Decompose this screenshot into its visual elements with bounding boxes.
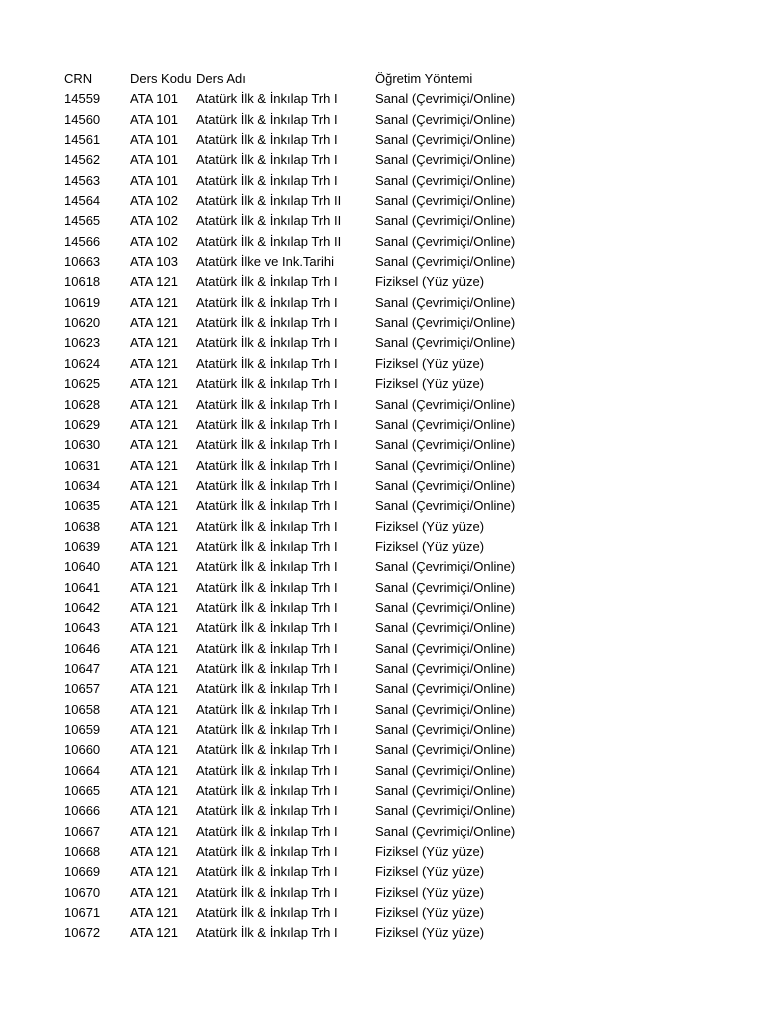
- table-row: [64, 923, 744, 943]
- cell-crn: 10663: [64, 254, 101, 270]
- cell-course-name: Atatürk İlk & İnkılap Trh I: [196, 437, 338, 453]
- cell-teaching-method: Sanal (Çevrimiçi/Online): [375, 762, 516, 778]
- cell-crn: 10630: [64, 437, 101, 453]
- cell-teaching-method: Sanal (Çevrimiçi/Online): [375, 335, 516, 351]
- table-row: [64, 354, 744, 374]
- table-row: [64, 456, 744, 476]
- cell-course-code: ATA 121: [130, 681, 178, 697]
- cell-course-code: ATA 121: [130, 294, 178, 310]
- cell-teaching-method: Sanal (Çevrimiçi/Online): [375, 193, 516, 209]
- cell-course-name: Atatürk İlk & İnkılap Trh I: [196, 620, 338, 636]
- table-row: [64, 618, 744, 638]
- cell-course-name: Atatürk İlk & İnkılap Trh I: [196, 376, 338, 392]
- cell-course-code: ATA 121: [130, 538, 178, 554]
- table-row: [64, 333, 744, 353]
- cell-course-code: ATA 121: [130, 376, 178, 392]
- cell-course-name: Atatürk İlk & İnkılap Trh I: [196, 538, 338, 554]
- cell-course-code: ATA 121: [130, 416, 178, 432]
- table-row: [64, 883, 744, 903]
- cell-course-code: ATA 121: [130, 742, 178, 758]
- cell-teaching-method: Sanal (Çevrimiçi/Online): [375, 416, 516, 432]
- cell-course-name: Atatürk İlk & İnkılap Trh I: [196, 884, 338, 900]
- table-row: [64, 801, 744, 821]
- cell-course-code: ATA 121: [130, 925, 178, 941]
- cell-course-code: ATA 121: [130, 457, 178, 473]
- cell-course-name: Atatürk İlk & İnkılap Trh II: [196, 193, 342, 209]
- cell-course-name: Atatürk İlk & İnkılap Trh I: [196, 457, 338, 473]
- cell-teaching-method: Sanal (Çevrimiçi/Online): [375, 681, 516, 697]
- table-row: [64, 150, 744, 170]
- cell-course-code: ATA 121: [130, 620, 178, 636]
- cell-teaching-method: Sanal (Çevrimiçi/Online): [375, 315, 516, 331]
- cell-crn: 14561: [64, 132, 101, 148]
- cell-crn: 14563: [64, 172, 101, 188]
- cell-course-code: ATA 121: [130, 864, 178, 880]
- cell-course-name: Atatürk İlk & İnkılap Trh I: [196, 111, 338, 127]
- cell-course-name: Atatürk İlk & İnkılap Trh I: [196, 823, 338, 839]
- cell-teaching-method: Fiziksel (Yüz yüze): [375, 538, 485, 554]
- cell-teaching-method: Fiziksel (Yüz yüze): [375, 376, 485, 392]
- cell-course-name: Atatürk İlk & İnkılap Trh I: [196, 172, 338, 188]
- cell-teaching-method: Sanal (Çevrimiçi/Online): [375, 233, 516, 249]
- cell-crn: 10670: [64, 884, 101, 900]
- cell-teaching-method: Sanal (Çevrimiçi/Online): [375, 701, 516, 717]
- cell-course-code: ATA 121: [130, 722, 178, 737]
- cell-crn: 10624: [64, 355, 101, 371]
- cell-teaching-method: Sanal (Çevrimiçi/Online): [375, 437, 516, 453]
- cell-course-name: Atatürk İlk & İnkılap Trh I: [196, 518, 338, 534]
- cell-course-code: ATA 121: [130, 660, 178, 676]
- cell-course-code: ATA 102: [130, 233, 178, 249]
- cell-course-name: Atatürk İlk & İnkılap Trh I: [196, 579, 338, 595]
- table-row: [64, 842, 744, 862]
- table-row: [64, 659, 744, 679]
- cell-crn: 10666: [64, 803, 101, 819]
- cell-course-name: Atatürk İlk & İnkılap Trh I: [196, 660, 338, 676]
- cell-crn: 10640: [64, 559, 101, 575]
- cell-course-name: Atatürk İlke ve Ink.Tarihi: [196, 254, 334, 270]
- table-row: [64, 191, 744, 211]
- cell-course-code: ATA 121: [130, 823, 178, 839]
- column-header-course-name: Ders Adı: [196, 71, 246, 86]
- cell-crn: 10631: [64, 457, 101, 473]
- cell-course-name: Atatürk İlk & İnkılap Trh I: [196, 640, 338, 656]
- column-header-course-code: Ders Kodu: [130, 71, 192, 86]
- table-header-row: [64, 69, 744, 89]
- table-row: [64, 313, 744, 333]
- cell-course-name: Atatürk İlk & İnkılap Trh I: [196, 294, 338, 310]
- table-row: [64, 822, 744, 842]
- table-row: [64, 517, 744, 537]
- cell-crn: 10665: [64, 783, 101, 799]
- cell-teaching-method: Fiziksel (Yüz yüze): [375, 864, 485, 880]
- table-row: [64, 272, 744, 292]
- table-row: [64, 781, 744, 801]
- table-row: [64, 537, 744, 557]
- cell-course-code: ATA 101: [130, 152, 178, 168]
- cell-course-code: ATA 102: [130, 213, 178, 229]
- table-row: [64, 110, 744, 130]
- table-row: [64, 89, 744, 109]
- cell-course-name: Atatürk İlk & İnkılap Trh II: [196, 213, 342, 229]
- cell-course-name: Atatürk İlk & İnkılap Trh I: [196, 416, 338, 432]
- table-row: [64, 639, 744, 659]
- cell-teaching-method: Sanal (Çevrimiçi/Online): [375, 498, 516, 514]
- cell-course-name: Atatürk İlk & İnkılap Trh I: [196, 132, 338, 148]
- cell-teaching-method: Fiziksel (Yüz yüze): [375, 844, 485, 860]
- table-row: [64, 130, 744, 150]
- cell-teaching-method: Fiziksel (Yüz yüze): [375, 518, 485, 534]
- cell-crn: 10620: [64, 315, 101, 331]
- cell-teaching-method: Sanal (Çevrimiçi/Online): [375, 579, 516, 595]
- cell-course-name: Atatürk İlk & İnkılap Trh I: [196, 355, 338, 371]
- cell-crn: 14560: [64, 111, 101, 127]
- cell-teaching-method: Fiziksel (Yüz yüze): [375, 355, 485, 371]
- cell-crn: 14559: [64, 91, 101, 107]
- table-row: [64, 740, 744, 760]
- cell-course-name: Atatürk İlk & İnkılap Trh I: [196, 477, 338, 493]
- cell-course-code: ATA 121: [130, 355, 178, 371]
- cell-teaching-method: Sanal (Çevrimiçi/Online): [375, 111, 516, 127]
- cell-crn: 10629: [64, 416, 101, 432]
- cell-course-code: ATA 121: [130, 559, 178, 575]
- table-row: [64, 374, 744, 394]
- cell-course-name: Atatürk İlk & İnkılap Trh I: [196, 91, 338, 107]
- table-body: [64, 89, 744, 943]
- cell-teaching-method: Sanal (Çevrimiçi/Online): [375, 742, 516, 758]
- cell-course-name: Atatürk İlk & İnkılap Trh I: [196, 864, 338, 880]
- cell-course-name: Atatürk İlk & İnkılap Trh I: [196, 844, 338, 860]
- cell-course-code: ATA 121: [130, 783, 178, 799]
- cell-course-code: ATA 121: [130, 599, 178, 615]
- cell-course-name: Atatürk İlk & İnkılap Trh I: [196, 722, 338, 737]
- cell-teaching-method: Fiziksel (Yüz yüze): [375, 884, 485, 900]
- cell-teaching-method: Sanal (Çevrimiçi/Online): [375, 620, 516, 636]
- cell-teaching-method: Sanal (Çevrimiçi/Online): [375, 396, 516, 412]
- cell-course-name: Atatürk İlk & İnkılap Trh I: [196, 742, 338, 758]
- cell-course-name: Atatürk İlk & İnkılap Trh I: [196, 681, 338, 697]
- table-row: [64, 395, 744, 415]
- cell-teaching-method: Sanal (Çevrimiçi/Online): [375, 660, 516, 676]
- cell-course-name: Atatürk İlk & İnkılap Trh I: [196, 315, 338, 331]
- cell-course-code: ATA 121: [130, 518, 178, 534]
- cell-crn: 10623: [64, 335, 101, 351]
- cell-crn: 10667: [64, 823, 101, 839]
- cell-teaching-method: Sanal (Çevrimiçi/Online): [375, 254, 516, 270]
- cell-course-code: ATA 121: [130, 579, 178, 595]
- cell-course-name: Atatürk İlk & İnkılap Trh I: [196, 701, 338, 717]
- table-row: [64, 557, 744, 577]
- cell-teaching-method: Sanal (Çevrimiçi/Online): [375, 294, 516, 310]
- cell-crn: 10657: [64, 681, 101, 697]
- cell-crn: 10660: [64, 742, 101, 758]
- table-row: [64, 476, 744, 496]
- cell-crn: 10625: [64, 376, 101, 392]
- table-row: [64, 496, 744, 516]
- cell-crn: 14565: [64, 213, 101, 229]
- table-row: [64, 232, 744, 252]
- cell-teaching-method: Sanal (Çevrimiçi/Online): [375, 91, 516, 107]
- table-row: [64, 578, 744, 598]
- cell-course-code: ATA 121: [130, 396, 178, 412]
- cell-crn: 10628: [64, 396, 101, 412]
- cell-teaching-method: Sanal (Çevrimiçi/Online): [375, 559, 516, 575]
- cell-teaching-method: Sanal (Çevrimiçi/Online): [375, 599, 516, 615]
- cell-teaching-method: Fiziksel (Yüz yüze): [375, 925, 485, 941]
- cell-course-name: Atatürk İlk & İnkılap Trh I: [196, 559, 338, 575]
- table-row: [64, 720, 744, 740]
- cell-course-code: ATA 101: [130, 91, 178, 107]
- cell-course-code: ATA 121: [130, 437, 178, 453]
- cell-teaching-method: Sanal (Çevrimiçi/Online): [375, 783, 516, 799]
- cell-course-name: Atatürk İlk & İnkılap Trh I: [196, 498, 338, 514]
- cell-teaching-method: Sanal (Çevrimiçi/Online): [375, 823, 516, 839]
- table-row: [64, 598, 744, 618]
- cell-course-name: Atatürk İlk & İnkılap Trh I: [196, 599, 338, 615]
- cell-course-code: ATA 121: [130, 498, 178, 514]
- table-row: [64, 679, 744, 699]
- cell-teaching-method: Fiziksel (Yüz yüze): [375, 905, 485, 921]
- cell-teaching-method: Sanal (Çevrimiçi/Online): [375, 132, 516, 148]
- cell-course-name: Atatürk İlk & İnkılap Trh I: [196, 396, 338, 412]
- table-row: [64, 252, 744, 272]
- cell-crn: 10634: [64, 477, 101, 493]
- cell-crn: 10619: [64, 294, 101, 310]
- cell-course-code: ATA 121: [130, 274, 178, 290]
- cell-course-code: ATA 103: [130, 254, 178, 270]
- cell-crn: 14564: [64, 193, 101, 209]
- table-row: [64, 293, 744, 313]
- cell-course-name: Atatürk İlk & İnkılap Trh I: [196, 925, 338, 941]
- cell-crn: 10646: [64, 640, 101, 656]
- cell-course-name: Atatürk İlk & İnkılap Trh I: [196, 335, 338, 351]
- cell-course-name: Atatürk İlk & İnkılap Trh I: [196, 905, 338, 921]
- cell-course-code: ATA 121: [130, 315, 178, 331]
- cell-crn: 10641: [64, 579, 101, 595]
- cell-crn: 10669: [64, 864, 101, 880]
- cell-teaching-method: Sanal (Çevrimiçi/Online): [375, 172, 516, 188]
- cell-course-name: Atatürk İlk & İnkılap Trh I: [196, 762, 338, 778]
- cell-course-name: Atatürk İlk & İnkılap Trh I: [196, 152, 338, 168]
- cell-course-code: ATA 121: [130, 803, 178, 819]
- cell-teaching-method: Sanal (Çevrimiçi/Online): [375, 640, 516, 656]
- cell-course-code: ATA 101: [130, 172, 178, 188]
- cell-crn: 10638: [64, 518, 101, 534]
- cell-course-code: ATA 121: [130, 844, 178, 860]
- column-header-teaching-method: Öğretim Yöntemi: [375, 71, 473, 86]
- cell-crn: 10618: [64, 274, 101, 290]
- cell-crn: 10668: [64, 844, 101, 860]
- column-header-crn: CRN: [64, 71, 93, 86]
- cell-crn: 10635: [64, 498, 101, 514]
- cell-crn: 10647: [64, 660, 101, 676]
- table-row: [64, 415, 744, 435]
- table-row: [64, 171, 744, 191]
- cell-crn: 14566: [64, 233, 101, 249]
- cell-course-code: ATA 121: [130, 701, 178, 717]
- cell-course-name: Atatürk İlk & İnkılap Trh I: [196, 803, 338, 819]
- table-row: [64, 435, 744, 455]
- cell-teaching-method: Sanal (Çevrimiçi/Online): [375, 457, 516, 473]
- cell-teaching-method: Sanal (Çevrimiçi/Online): [375, 803, 516, 819]
- cell-course-name: Atatürk İlk & İnkılap Trh II: [196, 233, 342, 249]
- cell-crn: 10643: [64, 620, 101, 636]
- table-row: [64, 761, 744, 781]
- cell-crn: 10664: [64, 762, 101, 778]
- cell-course-code: ATA 121: [130, 884, 178, 900]
- cell-crn: 10672: [64, 925, 101, 941]
- cell-crn: 10642: [64, 599, 101, 615]
- cell-course-code: ATA 101: [130, 132, 178, 148]
- cell-crn: 14562: [64, 152, 101, 168]
- cell-teaching-method: Sanal (Çevrimiçi/Online): [375, 213, 516, 229]
- cell-crn: 10658: [64, 701, 101, 717]
- cell-teaching-method: Sanal (Çevrimiçi/Online): [375, 477, 516, 493]
- cell-teaching-method: Fiziksel (Yüz yüze): [375, 274, 485, 290]
- cell-course-code: ATA 102: [130, 193, 178, 209]
- cell-course-code: ATA 121: [130, 905, 178, 921]
- cell-course-code: ATA 101: [130, 111, 178, 127]
- cell-course-code: ATA 121: [130, 762, 178, 778]
- table-row: [64, 700, 744, 720]
- cell-crn: 10639: [64, 538, 101, 554]
- table-row: [64, 862, 744, 882]
- cell-course-code: ATA 121: [130, 335, 178, 351]
- course-table: [64, 69, 744, 944]
- cell-course-code: ATA 121: [130, 477, 178, 493]
- table-row: [64, 211, 744, 231]
- cell-course-name: Atatürk İlk & İnkılap Trh I: [196, 274, 338, 290]
- cell-teaching-method: Sanal (Çevrimiçi/Online): [375, 152, 516, 168]
- table-row: [64, 903, 744, 923]
- cell-course-name: Atatürk İlk & İnkılap Trh I: [196, 783, 338, 799]
- cell-crn: 10671: [64, 905, 101, 921]
- cell-teaching-method: Sanal (Çevrimiçi/Online): [375, 722, 516, 737]
- cell-course-code: ATA 121: [130, 640, 178, 656]
- cell-crn: 10659: [64, 722, 101, 737]
